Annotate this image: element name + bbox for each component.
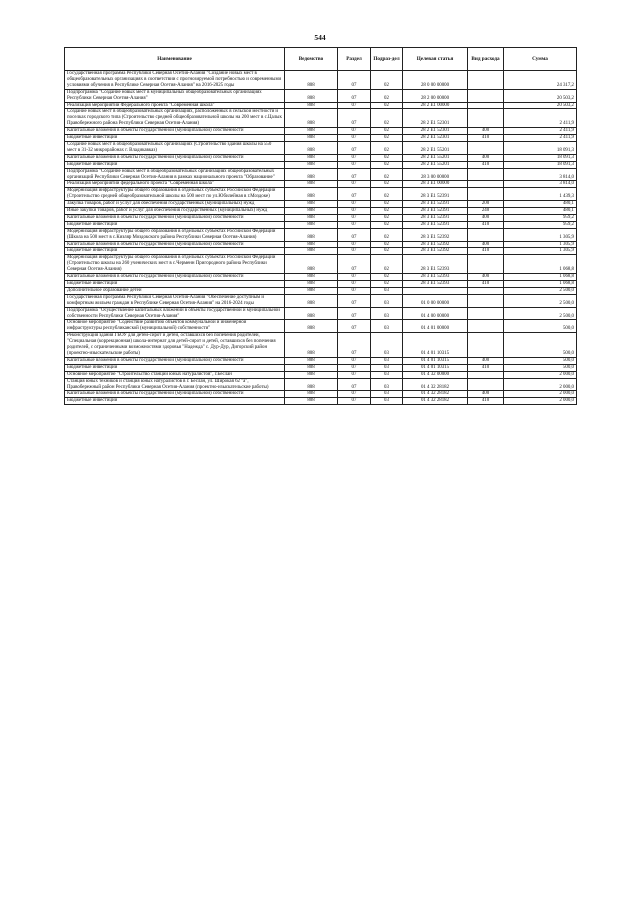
cell-ved: 808 [285, 228, 338, 241]
cell-razdel: 07 [338, 181, 371, 188]
cell-podrazdel: 03 [371, 287, 403, 294]
cell-razdel: 07 [338, 241, 371, 248]
cell-target-article: 28 3 E1 52393 [403, 281, 468, 288]
cell-target-article: 28 3 E1 52392 [403, 241, 468, 248]
cell-name: Бюджетные инвестиции [65, 221, 285, 228]
cell-ved: 808 [285, 241, 338, 248]
cell-ved: 808 [285, 248, 338, 255]
cell-target-article [403, 287, 468, 294]
cell-sum: 2 411,9 [504, 135, 577, 142]
cell-expense-type: 410 [468, 135, 504, 142]
cell-expense-type [468, 320, 504, 333]
cell-podrazdel: 02 [371, 208, 403, 215]
table-row [65, 188, 577, 201]
header-ved: Ведомство [285, 48, 338, 71]
cell-podrazdel: 02 [371, 281, 403, 288]
cell-expense-type: 410 [468, 248, 504, 255]
cell-razdel: 07 [338, 371, 371, 378]
cell-target-article: 01 4 00 00000 [403, 307, 468, 320]
cell-ved: 808 [285, 89, 338, 102]
cell-razdel: 07 [338, 128, 371, 135]
cell-ved: 808 [285, 221, 338, 228]
table-row [65, 307, 577, 320]
cell-expense-type [468, 71, 504, 90]
cell-expense-type [468, 89, 504, 102]
cell-expense-type: 240 [468, 208, 504, 215]
cell-ved: 808 [285, 357, 338, 364]
cell-target-article: 01 4 32 28182 [403, 391, 468, 398]
cell-razdel: 07 [338, 274, 371, 281]
cell-sum: 18 091,3 [504, 161, 577, 168]
table-row [65, 89, 577, 102]
cell-target-article: 28 2 E1 52301 [403, 109, 468, 128]
cell-razdel: 07 [338, 378, 371, 391]
cell-podrazdel: 02 [371, 89, 403, 102]
cell-ved: 808 [285, 364, 338, 371]
cell-podrazdel: 02 [371, 161, 403, 168]
cell-razdel: 07 [338, 228, 371, 241]
cell-podrazdel: 02 [371, 71, 403, 90]
cell-sum: 1 068,8 [504, 281, 577, 288]
cell-name: Дополнительное образование детей [65, 287, 285, 294]
cell-name: Реализация мероприятий Федерального проекта "Современная школа" [65, 102, 285, 109]
cell-name: Модернизация инфраструктуры общего образования в отдельных субъектах Российской Федерации (Строительство средней общеобразовательной школы на 500 мест по ул.Юбилейная в г.Моздоке) [65, 188, 285, 201]
table-header-row [65, 48, 577, 71]
cell-target-article: 01 4 01 00000 [403, 320, 468, 333]
cell-target-article: 01 4 32 28182 [403, 398, 468, 405]
cell-ved: 808 [285, 320, 338, 333]
cell-expense-type [468, 141, 504, 154]
cell-razdel: 07 [338, 221, 371, 228]
cell-expense-type [468, 102, 504, 109]
cell-podrazdel: 02 [371, 241, 403, 248]
cell-ved: 808 [285, 109, 338, 128]
cell-name: Бюджетные инвестиции [65, 364, 285, 371]
cell-podrazdel: 02 [371, 168, 403, 181]
cell-sum: 2 411,9 [504, 109, 577, 128]
table-row [65, 320, 577, 333]
cell-ved: 808 [285, 154, 338, 161]
cell-sum: 500,0 [504, 357, 577, 364]
cell-ved: 808 [285, 371, 338, 378]
table-row [65, 161, 577, 168]
cell-target-article: 28 2 00 00000 [403, 89, 468, 102]
cell-podrazdel: 02 [371, 141, 403, 154]
table-row [65, 274, 577, 281]
cell-name: Капитальные вложения в объекты государственной (муниципальной) собственности [65, 154, 285, 161]
cell-target-article: 01 4 01 10315 [403, 364, 468, 371]
cell-name: Станция юных техников и станция юных натуралистов в г. Беслан, ул. Широкая 62 "а", Правобережный район Республики Северная Осетия-Алания (проектно-изыскательские работы) [65, 378, 285, 391]
cell-expense-type: 400 [468, 154, 504, 161]
cell-target-article: 28 2 E1 00000 [403, 102, 468, 109]
cell-name: Создание новых мест в общеобразовательных организациях, расположенных в сельской местности и поселках городского типа (Строительство средней общеобразовательной школы на 200 мест в с.Цалык Правобережного района Республики Северная Осетия-Алания) [65, 109, 285, 128]
cell-ved: 808 [285, 294, 338, 307]
cell-ved: 808 [285, 181, 338, 188]
cell-ved: 808 [285, 161, 338, 168]
cell-ved: 808 [285, 201, 338, 208]
table-row [65, 364, 577, 371]
cell-podrazdel: 02 [371, 214, 403, 221]
cell-target-article: 28 0 00 00000 [403, 71, 468, 90]
cell-name: Основное мероприятие "Строительство станции юных натуралистов", г.Беслан [65, 371, 285, 378]
cell-razdel: 07 [338, 135, 371, 142]
cell-expense-type: 410 [468, 364, 504, 371]
cell-podrazdel: 02 [371, 135, 403, 142]
cell-razdel: 07 [338, 161, 371, 168]
cell-name: Бюджетные инвестиции [65, 398, 285, 405]
cell-target-article: 28 2 E1 55201 [403, 161, 468, 168]
cell-razdel: 07 [338, 281, 371, 288]
cell-sum: 2 500,0 [504, 294, 577, 307]
cell-razdel: 07 [338, 248, 371, 255]
cell-razdel: 07 [338, 89, 371, 102]
cell-ved: 808 [285, 208, 338, 215]
cell-name: Создание новых мест в общеобразовательных организациях (Строительство здания школы на 550 мест в 31-32 микрорайонах г. Владикавказ) [65, 141, 285, 154]
cell-sum: 2 000,0 [504, 398, 577, 405]
table-row [65, 287, 577, 294]
table-row [65, 371, 577, 378]
cell-expense-type [468, 228, 504, 241]
table-row [65, 214, 577, 221]
table-row [65, 109, 577, 128]
header-name: Наименование [65, 48, 285, 71]
cell-name: Реконструкция здания ГБОУ для детей-сирот и детей, оставшихся без попечения родителей, "Специальная (коррекционная) школа-интернат для детей-сирот и детей, оставшихся без попечения родителей, с ограниченными возможностями здоровья "Надежда" с. Дур-Дур, Дигорский район (проектно-изыскательские работы) [65, 333, 285, 358]
table-row [65, 228, 577, 241]
table-row [65, 357, 577, 364]
cell-expense-type [468, 333, 504, 358]
cell-name: Бюджетные инвестиции [65, 135, 285, 142]
cell-target-article: 28 2 E1 52301 [403, 135, 468, 142]
cell-razdel: 07 [338, 201, 371, 208]
cell-name: Капитальные вложения в объекты государственной (муниципальной) собственности [65, 128, 285, 135]
header-razdel: Раздел [338, 48, 371, 71]
cell-name: Бюджетные инвестиции [65, 161, 285, 168]
cell-name: Реализация мероприятий федерального проекта "Современная школа" [65, 181, 285, 188]
cell-razdel: 07 [338, 294, 371, 307]
cell-sum: 1 068,8 [504, 255, 577, 274]
cell-name: Капитальные вложения в объекты государственной (муниципальной) собственности [65, 241, 285, 248]
cell-podrazdel: 02 [371, 181, 403, 188]
cell-podrazdel: 02 [371, 188, 403, 201]
table-row [65, 281, 577, 288]
table-row [65, 333, 577, 358]
cell-ved: 808 [285, 398, 338, 405]
cell-razdel: 07 [338, 208, 371, 215]
table-row [65, 141, 577, 154]
cell-podrazdel: 03 [371, 320, 403, 333]
cell-sum: 1 305,9 [504, 228, 577, 241]
table-row [65, 241, 577, 248]
cell-expense-type: 400 [468, 391, 504, 398]
cell-razdel: 07 [338, 71, 371, 90]
cell-name: Капитальные вложения в объекты государственной (муниципальной) собственности [65, 214, 285, 221]
cell-expense-type: 200 [468, 201, 504, 208]
table-row [65, 135, 577, 142]
table-row [65, 398, 577, 405]
cell-expense-type: 410 [468, 161, 504, 168]
cell-name: Капитальные вложения в объекты государственной (муниципальной) собственности [65, 357, 285, 364]
cell-sum: 500,0 [504, 333, 577, 358]
cell-expense-type: 400 [468, 357, 504, 364]
cell-ved: 808 [285, 168, 338, 181]
cell-expense-type: 410 [468, 281, 504, 288]
cell-target-article: 01 4 01 10315 [403, 357, 468, 364]
cell-razdel: 07 [338, 364, 371, 371]
cell-ved: 808 [285, 141, 338, 154]
table-row [65, 248, 577, 255]
cell-expense-type [468, 287, 504, 294]
cell-target-article: 28 3 E1 00000 [403, 181, 468, 188]
cell-expense-type: 410 [468, 398, 504, 405]
cell-sum: 959,2 [504, 214, 577, 221]
cell-expense-type [468, 168, 504, 181]
cell-sum: 2 411,9 [504, 128, 577, 135]
cell-name: Основное мероприятие "Содействие развитию объектов коммунальной и инженерной инфраструктуры республиканской (муниципальной) собственности" [65, 320, 285, 333]
cell-expense-type [468, 181, 504, 188]
cell-target-article: 28 3 E1 52391 [403, 201, 468, 208]
table-row [65, 102, 577, 109]
cell-razdel: 07 [338, 154, 371, 161]
cell-target-article: 28 2 E1 52301 [403, 128, 468, 135]
cell-podrazdel: 02 [371, 248, 403, 255]
cell-name: Капитальные вложения в объекты государственной (муниципальной) собственности [65, 391, 285, 398]
cell-name: Закупка товаров, работ и услуг для обеспечения государственных (муниципальных) нужд [65, 201, 285, 208]
cell-name: Государственная программа Республики Северная Осетия-Алания "Обеспечение доступным и комфортным жильем граждан в Республике Северная Осетия-Алания" на 2016-2024 годы [65, 294, 285, 307]
table-row [65, 221, 577, 228]
cell-podrazdel: 02 [371, 201, 403, 208]
cell-target-article: 01 4 32 28182 [403, 378, 468, 391]
cell-target-article: 28 3 E1 52391 [403, 188, 468, 201]
cell-podrazdel: 03 [371, 357, 403, 364]
cell-ved: 808 [285, 135, 338, 142]
cell-podrazdel: 03 [371, 294, 403, 307]
cell-podrazdel: 02 [371, 255, 403, 274]
cell-ved: 808 [285, 281, 338, 288]
cell-target-article: 28 3 E1 52393 [403, 274, 468, 281]
cell-podrazdel: 03 [371, 364, 403, 371]
cell-expense-type [468, 307, 504, 320]
table-row [65, 208, 577, 215]
cell-razdel: 07 [338, 168, 371, 181]
cell-podrazdel: 03 [371, 333, 403, 358]
cell-podrazdel: 02 [371, 154, 403, 161]
cell-sum: 18 091,3 [504, 141, 577, 154]
header-podrazdel: Подраз-дел [371, 48, 403, 71]
cell-podrazdel: 03 [371, 307, 403, 320]
table-row [65, 255, 577, 274]
cell-expense-type [468, 109, 504, 128]
cell-sum: 20 503,2 [504, 102, 577, 109]
cell-sum: 959,2 [504, 221, 577, 228]
cell-ved: 808 [285, 128, 338, 135]
cell-ved: 808 [285, 378, 338, 391]
cell-razdel: 07 [338, 141, 371, 154]
cell-razdel: 07 [338, 398, 371, 405]
cell-target-article: 28 3 E1 52392 [403, 248, 468, 255]
cell-razdel: 07 [338, 391, 371, 398]
cell-ved: 808 [285, 307, 338, 320]
cell-ved: 808 [285, 333, 338, 358]
cell-sum: 24 317,2 [504, 71, 577, 90]
cell-target-article: 28 3 E1 52391 [403, 208, 468, 215]
cell-expense-type: 400 [468, 241, 504, 248]
cell-sum: 18 091,3 [504, 154, 577, 161]
cell-sum: 1 305,9 [504, 241, 577, 248]
cell-podrazdel: 02 [371, 102, 403, 109]
cell-podrazdel: 03 [371, 378, 403, 391]
cell-name: Подпрограмма "Создание новых мест в муниципальных общеобразовательных организациях Республики Северная Осетия-Алания" [65, 89, 285, 102]
cell-sum: 500,0 [504, 320, 577, 333]
cell-ved: 808 [285, 391, 338, 398]
cell-sum: 2 500,0 [504, 287, 577, 294]
cell-target-article: 28 3 00 00000 [403, 168, 468, 181]
cell-razdel: 07 [338, 188, 371, 201]
cell-sum: 2 000,0 [504, 371, 577, 378]
cell-razdel: 07 [338, 109, 371, 128]
cell-ved: 808 [285, 188, 338, 201]
cell-sum: 1 439,3 [504, 188, 577, 201]
cell-name: Бюджетные инвестиции [65, 248, 285, 255]
cell-name: Модернизация инфраструктуры общего образования в отдельных субъектах Российской Федерации (Строительство школы на 260 ученических мест в с.Черменн Пригородного района Республики Северная Осетия-Алания) [65, 255, 285, 274]
cell-expense-type [468, 371, 504, 378]
cell-podrazdel: 02 [371, 109, 403, 128]
cell-podrazdel: 02 [371, 228, 403, 241]
cell-podrazdel: 02 [371, 221, 403, 228]
cell-ved: 808 [285, 255, 338, 274]
table-row [65, 168, 577, 181]
cell-name: Иные закупки товаров, работ и услуг для обеспечения государственных (муниципальных) нужд [65, 208, 285, 215]
cell-target-article: 28 3 E1 52391 [403, 221, 468, 228]
cell-podrazdel: 02 [371, 128, 403, 135]
budget-table [64, 47, 577, 405]
cell-target-article: 28 3 E1 52392 [403, 228, 468, 241]
cell-razdel: 07 [338, 287, 371, 294]
cell-name: Подпрограмма "Создание новых мест в общеобразовательных организациях общеобразовательных организаций Республики Северная Осетия-Алания в рамках национального проекта "Образование" [65, 168, 285, 181]
cell-name: Бюджетные инвестиции [65, 281, 285, 288]
header-expense-type: Вид расхода [468, 48, 504, 71]
cell-target-article: 01 0 00 00000 [403, 294, 468, 307]
page-number: 544 [314, 33, 326, 42]
cell-expense-type [468, 294, 504, 307]
cell-sum: 2 000,0 [504, 391, 577, 398]
cell-razdel: 07 [338, 214, 371, 221]
cell-sum: 20 503,2 [504, 89, 577, 102]
cell-ved: 808 [285, 71, 338, 90]
cell-expense-type: 400 [468, 214, 504, 221]
table-row [65, 201, 577, 208]
cell-expense-type [468, 378, 504, 391]
cell-podrazdel: 03 [371, 391, 403, 398]
table-row [65, 71, 577, 90]
cell-name: Подпрограмма "Осуществление капитальных вложений в объекты государственной и муниципальной собственности Республики Северная Осетия-Алания" [65, 307, 285, 320]
cell-name: Государственная программа Республики Северная Осетия-Алания "Создание новых мест в общеобразовательных организациях в соответствии с прогнозируемой потребностью и современными условиями обучения в Республике Северная Осетия-Алания" на 2016-2025 годы [65, 71, 285, 90]
cell-sum: 2 000,0 [504, 378, 577, 391]
table-row [65, 391, 577, 398]
cell-ved: 808 [285, 287, 338, 294]
cell-sum: 2 500,0 [504, 307, 577, 320]
cell-razdel: 07 [338, 102, 371, 109]
cell-razdel: 07 [338, 320, 371, 333]
cell-ved: 808 [285, 102, 338, 109]
table-row [65, 294, 577, 307]
cell-target-article: 01 4 01 10315 [403, 333, 468, 358]
cell-sum: 500,0 [504, 364, 577, 371]
cell-sum: 1 068,8 [504, 274, 577, 281]
cell-podrazdel: 02 [371, 274, 403, 281]
table-row [65, 154, 577, 161]
cell-sum: 3 814,0 [504, 181, 577, 188]
cell-target-article: 28 2 E1 55201 [403, 154, 468, 161]
table-row [65, 181, 577, 188]
cell-podrazdel: 03 [371, 371, 403, 378]
cell-target-article: 01 4 32 00000 [403, 371, 468, 378]
cell-expense-type: 410 [468, 221, 504, 228]
cell-razdel: 07 [338, 255, 371, 274]
cell-sum: 480,1 [504, 208, 577, 215]
cell-expense-type [468, 255, 504, 274]
cell-target-article: 28 3 E1 52391 [403, 214, 468, 221]
cell-target-article: 28 2 E1 55201 [403, 141, 468, 154]
cell-sum: 480,1 [504, 201, 577, 208]
header-target-article: Целевая статья [403, 48, 468, 71]
cell-razdel: 07 [338, 333, 371, 358]
cell-razdel: 07 [338, 357, 371, 364]
cell-name: Капитальные вложения в объекты государственной (муниципальной) собственности [65, 274, 285, 281]
header-sum: Сумма [504, 48, 577, 71]
cell-ved: 808 [285, 214, 338, 221]
table-row [65, 378, 577, 391]
cell-ved: 808 [285, 274, 338, 281]
table-row [65, 128, 577, 135]
cell-sum: 1 305,9 [504, 248, 577, 255]
cell-podrazdel: 03 [371, 398, 403, 405]
cell-sum: 3 814,0 [504, 168, 577, 181]
cell-expense-type: 400 [468, 128, 504, 135]
cell-name: Модернизация инфраструктуры общего образования в отдельных субъектах Российской Федерации (Школа на 500 мест в с.Кизляр Моздокского района Республики Северная Осетия-Алания) [65, 228, 285, 241]
cell-target-article: 28 3 E1 52393 [403, 255, 468, 274]
cell-razdel: 07 [338, 307, 371, 320]
cell-expense-type [468, 188, 504, 201]
cell-expense-type: 400 [468, 274, 504, 281]
